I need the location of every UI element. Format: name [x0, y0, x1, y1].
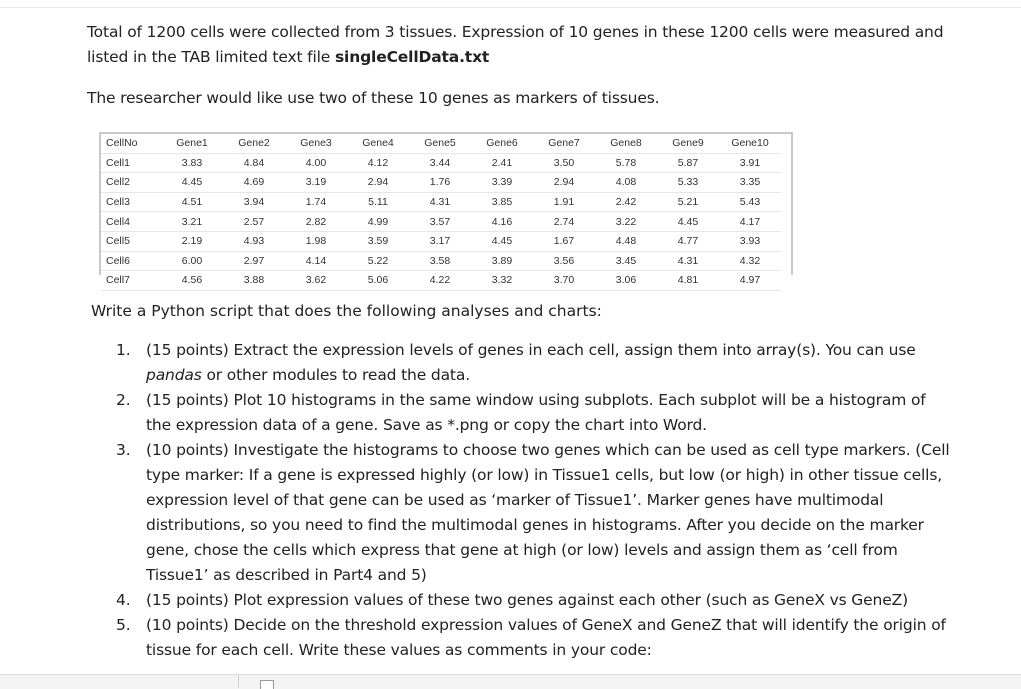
- intro-paragraph: [87, 20, 967, 70]
- table-row-label: Cell2: [101, 173, 161, 193]
- table-cell: 2.94: [533, 173, 595, 193]
- table-cell: 4.32: [719, 251, 781, 271]
- list-item: [110, 438, 950, 588]
- table-header-cell: Gene1: [161, 134, 223, 153]
- table-cell: 4.84: [223, 153, 285, 173]
- filename-text: singleCellData.txt: [334, 48, 490, 66]
- table-row: [101, 212, 781, 232]
- table-row-label: Cell4: [101, 212, 161, 232]
- table-cell: 4.45: [471, 231, 533, 251]
- table-body: [101, 153, 781, 290]
- table-cell: 3.59: [347, 231, 409, 251]
- list-item: [110, 613, 950, 663]
- table-cell: 2.41: [471, 153, 533, 173]
- table-cell: 4.69: [223, 173, 285, 193]
- table-row: [101, 173, 781, 193]
- toolbar-divider: [238, 675, 239, 688]
- table-cell: 4.51: [161, 192, 223, 212]
- table-cell: 3.17: [409, 231, 471, 251]
- table-header-cell: Gene2: [223, 134, 285, 153]
- table-cell: 3.88: [223, 271, 285, 291]
- table-cell: 1.74: [285, 192, 347, 212]
- table-cell: 4.00: [285, 153, 347, 173]
- list-number: 2.: [116, 391, 131, 409]
- table-cell: 3.22: [595, 212, 657, 232]
- document-icon[interactable]: [260, 680, 274, 689]
- task-text: (15 points) Plot expression values of these two genes against each other (such as GeneX vs GeneZ): [146, 591, 908, 609]
- table-row-label: Cell5: [101, 231, 161, 251]
- table-row-label: Cell1: [101, 153, 161, 173]
- table-cell: 2.82: [285, 212, 347, 232]
- task-italic-text: pandas: [146, 366, 202, 384]
- table-header-cell: Gene5: [409, 134, 471, 153]
- table-cell: 2.42: [595, 192, 657, 212]
- list-item: [110, 338, 950, 388]
- table-cell: 3.70: [533, 271, 595, 291]
- table-header-row: [101, 134, 781, 153]
- list-number: 4.: [116, 591, 131, 609]
- table-cell: 3.06: [595, 271, 657, 291]
- table-cell: 4.31: [657, 251, 719, 271]
- task-text: (15 points) Plot 10 histograms in the same window using subplots. Each subplot will be a histogram of the expression data of a gene. Save as *.png or copy the chart into Word.: [146, 391, 926, 434]
- table-row: [101, 251, 781, 271]
- list-item: [110, 388, 950, 438]
- table-cell: 5.33: [657, 173, 719, 193]
- table-cell: 3.44: [409, 153, 471, 173]
- table-cell: 3.57: [409, 212, 471, 232]
- table-header-cell: Gene4: [347, 134, 409, 153]
- table-cell: 3.21: [161, 212, 223, 232]
- table-cell: 5.43: [719, 192, 781, 212]
- table-cell: 1.67: [533, 231, 595, 251]
- table-cell: 4.12: [347, 153, 409, 173]
- table-header-cell: Gene8: [595, 134, 657, 153]
- table-cell: 4.17: [719, 212, 781, 232]
- table-cell: 5.21: [657, 192, 719, 212]
- table-cell: 3.94: [223, 192, 285, 212]
- table-cell: 4.16: [471, 212, 533, 232]
- data-table-image: [99, 132, 793, 287]
- table-row: [101, 231, 781, 251]
- table-header-cell: Gene3: [285, 134, 347, 153]
- bottom-toolbar: [0, 674, 1021, 689]
- table-cell: 3.45: [595, 251, 657, 271]
- table-header-cell: Gene9: [657, 134, 719, 153]
- table-cell: 3.50: [533, 153, 595, 173]
- table-cell: 4.14: [285, 251, 347, 271]
- table-cell: 3.58: [409, 251, 471, 271]
- table-cell: 4.45: [657, 212, 719, 232]
- table-header-cell: Gene7: [533, 134, 595, 153]
- table-cell: 2.57: [223, 212, 285, 232]
- table-row-label: Cell3: [101, 192, 161, 212]
- instructions-heading: Write a Python script that does the following analyses and charts:: [91, 302, 602, 320]
- table-cell: 4.31: [409, 192, 471, 212]
- intro-text: Total of 1200 cells were collected from 3 tissues. Expression of 10 genes in these 1200 cells were measured and listed in the TAB limited text file: [87, 23, 944, 66]
- table-cell: 4.81: [657, 271, 719, 291]
- table-row-label: Cell7: [101, 271, 161, 291]
- table-cell: 4.22: [409, 271, 471, 291]
- task-text: (15 points) Extract the expression levels of genes in each cell, assign them into array(s). You can use: [146, 341, 916, 359]
- table-cell: 5.87: [657, 153, 719, 173]
- table-cell: 3.83: [161, 153, 223, 173]
- table-cell: 5.22: [347, 251, 409, 271]
- table-cell: 2.74: [533, 212, 595, 232]
- table-cell: 3.91: [719, 153, 781, 173]
- table-cell: 1.91: [533, 192, 595, 212]
- task-text: or other modules to read the data.: [201, 366, 470, 384]
- table-row-label: Cell6: [101, 251, 161, 271]
- table-cell: 2.97: [223, 251, 285, 271]
- table-cell: 4.45: [161, 173, 223, 193]
- table-cell: 3.19: [285, 173, 347, 193]
- table-cell: 4.77: [657, 231, 719, 251]
- list-number: 5.: [116, 616, 131, 634]
- table-row: [101, 192, 781, 212]
- table-cell: 2.19: [161, 231, 223, 251]
- goal-paragraph: The researcher would like use two of these 10 genes as markers of tissues.: [87, 89, 660, 107]
- table-cell: 4.99: [347, 212, 409, 232]
- task-text: (10 points) Decide on the threshold expression values of GeneX and GeneZ that will identify the origin of tissue for each cell. Write these values as comments in your code:: [146, 616, 946, 659]
- table-cell: 4.08: [595, 173, 657, 193]
- table-cell: 3.39: [471, 173, 533, 193]
- top-divider: [0, 7, 1021, 8]
- table-cell: 5.06: [347, 271, 409, 291]
- list-item: [110, 588, 950, 613]
- table-cell: 4.97: [719, 271, 781, 291]
- task-list: [110, 338, 950, 663]
- table-cell: 5.78: [595, 153, 657, 173]
- table-row: [101, 153, 781, 173]
- table-cell: 3.89: [471, 251, 533, 271]
- table-cell: 3.56: [533, 251, 595, 271]
- table-cell: 2.94: [347, 173, 409, 193]
- table-cell: 4.93: [223, 231, 285, 251]
- table-header-cell: Gene6: [471, 134, 533, 153]
- table-cell: 3.62: [285, 271, 347, 291]
- table-cell: 1.76: [409, 173, 471, 193]
- task-text: (10 points) Investigate the histograms to choose two genes which can be used as cell type markers. (Cell type marker: If a gene is expressed highly (or low) in Tissue1 cells, but low (or high) in other tissue cells, expression level of that gene can be used as ‘marker of Tissue1’. Marker genes have multimodal distributions, so you need to find the multimodal genes in histograms. After you decide on the marker gene, chose the cells which express that gene at high (or low) levels and assign them as ‘cell from Tissue1’ as described in Part4 and 5): [146, 441, 950, 584]
- data-table: [101, 134, 781, 291]
- table-cell: 4.56: [161, 271, 223, 291]
- table-cell: 3.93: [719, 231, 781, 251]
- list-number: 1.: [116, 341, 131, 359]
- table-cell: 4.48: [595, 231, 657, 251]
- table-header-cell: CellNo: [101, 134, 161, 153]
- table-cell: 5.11: [347, 192, 409, 212]
- table-cell: 3.85: [471, 192, 533, 212]
- table-cell: 1.98: [285, 231, 347, 251]
- list-number: 3.: [116, 441, 131, 459]
- table-header-cell: Gene10: [719, 134, 781, 153]
- table-cell: 6.00: [161, 251, 223, 271]
- table-cell: 3.35: [719, 173, 781, 193]
- table-cell: 3.32: [471, 271, 533, 291]
- table-row: [101, 271, 781, 291]
